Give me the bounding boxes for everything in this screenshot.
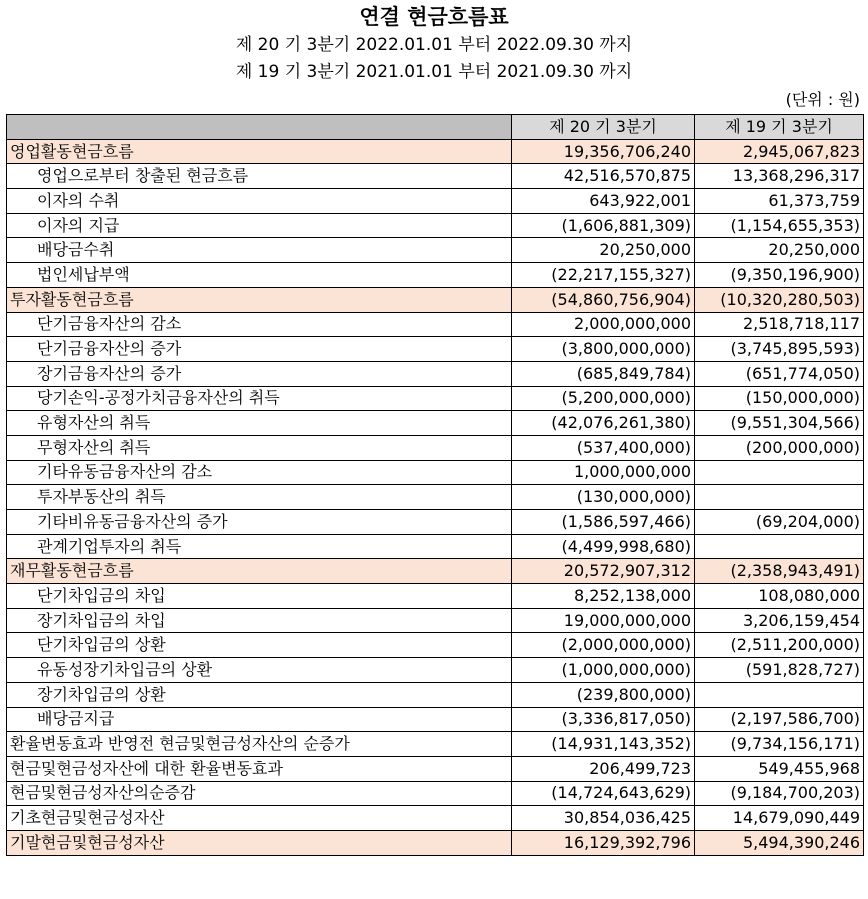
row-current: 206,499,723 [512, 756, 695, 781]
table-row [7, 510, 864, 535]
row-prior: (2,197,586,700) [695, 707, 864, 732]
row-current: (22,217,155,327) [512, 263, 695, 288]
row-prior [695, 682, 864, 707]
table-row [7, 732, 864, 757]
row-current: 42,516,570,875 [512, 164, 695, 189]
unit-label: (단위 : 원) [785, 90, 860, 109]
row-prior: (9,350,196,900) [695, 263, 864, 288]
row-current: (3,336,817,050) [512, 707, 695, 732]
row-prior: (2,358,943,491) [695, 559, 864, 584]
row-prior: 2,945,067,823 [695, 139, 864, 164]
row-label: 단기금융자산의 감소 [7, 312, 512, 337]
row-current: (1,000,000,000) [512, 658, 695, 683]
row-prior: (2,511,200,000) [695, 633, 864, 658]
row-current: (14,931,143,352) [512, 732, 695, 757]
row-label: 이자의 수취 [7, 189, 512, 214]
row-prior: 3,206,159,454 [695, 608, 864, 633]
row-current: 19,000,000,000 [512, 608, 695, 633]
table-row [7, 682, 864, 707]
row-current: (685,849,784) [512, 361, 695, 386]
table-row [7, 386, 864, 411]
row-label: 투자활동현금흐름 [7, 287, 512, 312]
row-label: 당기손익-공정가치금융자산의 취득 [7, 386, 512, 411]
row-prior: 549,455,968 [695, 756, 864, 781]
statement-title: 연결 현금흐름표 [359, 5, 509, 29]
row-label: 장기차입금의 차입 [7, 608, 512, 633]
row-current: 16,129,392,796 [512, 830, 695, 855]
row-prior: (10,320,280,503) [695, 287, 864, 312]
table-row [7, 707, 864, 732]
row-current: (4,499,998,680) [512, 534, 695, 559]
table-row [7, 633, 864, 658]
row-label: 재무활동현금흐름 [7, 559, 512, 584]
row-prior: (3,745,895,593) [695, 337, 864, 362]
row-prior: 108,080,000 [695, 584, 864, 609]
table-row [7, 559, 864, 584]
row-label: 장기금융자산의 증가 [7, 361, 512, 386]
table-row [7, 213, 864, 238]
table-row [7, 608, 864, 633]
row-label: 단기금융자산의 증가 [7, 337, 512, 362]
row-label: 단기차입금의 상환 [7, 633, 512, 658]
row-current: (5,200,000,000) [512, 386, 695, 411]
table-row [7, 139, 864, 164]
row-label: 기말현금및현금성자산 [7, 830, 512, 855]
row-current: (3,800,000,000) [512, 337, 695, 362]
row-current: (54,860,756,904) [512, 287, 695, 312]
table-row [7, 781, 864, 806]
row-label: 투자부동산의 취득 [7, 485, 512, 510]
row-current: 20,572,907,312 [512, 559, 695, 584]
row-prior [695, 485, 864, 510]
row-prior: (651,774,050) [695, 361, 864, 386]
row-prior: (200,000,000) [695, 435, 864, 460]
table-header-row [7, 115, 864, 140]
row-current: (1,586,597,466) [512, 510, 695, 535]
row-current: (130,000,000) [512, 485, 695, 510]
row-current: 30,854,036,425 [512, 806, 695, 831]
table-row [7, 658, 864, 683]
row-prior: (591,828,727) [695, 658, 864, 683]
table-row [7, 806, 864, 831]
table-row [7, 756, 864, 781]
row-label: 영업으로부터 창출된 현금흐름 [7, 164, 512, 189]
table-row [7, 411, 864, 436]
row-label: 현금및현금성자산에 대한 환율변동효과 [7, 756, 512, 781]
row-label: 배당금수취 [7, 238, 512, 263]
row-prior: 61,373,759 [695, 189, 864, 214]
table-row [7, 189, 864, 214]
row-prior: (9,184,700,203) [695, 781, 864, 806]
row-label: 관계기업투자의 취득 [7, 534, 512, 559]
row-current: (1,606,881,309) [512, 213, 695, 238]
row-current: (239,800,000) [512, 682, 695, 707]
row-label: 유형자산의 취득 [7, 411, 512, 436]
header-current-period: 제 20 기 3분기 [512, 115, 695, 140]
row-current: 643,922,001 [512, 189, 695, 214]
row-label: 배당금지급 [7, 707, 512, 732]
row-current: (2,000,000,000) [512, 633, 695, 658]
row-label: 현금및현금성자산의순증감 [7, 781, 512, 806]
row-label: 장기차입금의 상환 [7, 682, 512, 707]
row-prior [695, 460, 864, 485]
period-current: 제 20 기 3분기 2022.01.01 부터 2022.09.30 까지 [235, 35, 633, 55]
row-current: 2,000,000,000 [512, 312, 695, 337]
row-current: 20,250,000 [512, 238, 695, 263]
row-prior: (9,551,304,566) [695, 411, 864, 436]
row-prior: 20,250,000 [695, 238, 864, 263]
row-label: 기초현금및현금성자산 [7, 806, 512, 831]
table-row [7, 164, 864, 189]
row-current: (42,076,261,380) [512, 411, 695, 436]
row-label: 영업활동현금흐름 [7, 139, 512, 164]
row-label: 유동성장기차입금의 상환 [7, 658, 512, 683]
row-prior: 14,679,090,449 [695, 806, 864, 831]
header-prior-period: 제 19 기 3분기 [695, 115, 864, 140]
row-prior: (1,154,655,353) [695, 213, 864, 238]
table-row [7, 238, 864, 263]
table-row [7, 534, 864, 559]
row-label: 단기차입금의 차입 [7, 584, 512, 609]
row-current: (537,400,000) [512, 435, 695, 460]
table-row [7, 312, 864, 337]
row-label: 기타유동금융자산의 감소 [7, 460, 512, 485]
table-row [7, 584, 864, 609]
table-row [7, 361, 864, 386]
table-row [7, 485, 864, 510]
row-label: 환율변동효과 반영전 현금및현금성자산의 순증가 [7, 732, 512, 757]
row-prior: (9,734,156,171) [695, 732, 864, 757]
row-prior: 2,518,718,117 [695, 312, 864, 337]
row-label: 이자의 지급 [7, 213, 512, 238]
cash-flow-table [6, 114, 864, 856]
row-prior [695, 534, 864, 559]
row-current: (14,724,643,629) [512, 781, 695, 806]
row-prior: (69,204,000) [695, 510, 864, 535]
header-item [7, 115, 512, 140]
row-current: 19,356,706,240 [512, 139, 695, 164]
row-prior: 5,494,390,246 [695, 830, 864, 855]
row-label: 법인세납부액 [7, 263, 512, 288]
table-row [7, 830, 864, 855]
row-current: 1,000,000,000 [512, 460, 695, 485]
row-label: 기타비유동금융자산의 증가 [7, 510, 512, 535]
row-label: 무형자산의 취득 [7, 435, 512, 460]
period-prior: 제 19 기 3분기 2021.01.01 부터 2021.09.30 까지 [235, 62, 633, 82]
row-prior: (150,000,000) [695, 386, 864, 411]
row-prior: 13,368,296,317 [695, 164, 864, 189]
table-row [7, 337, 864, 362]
table-row [7, 287, 864, 312]
table-row [7, 460, 864, 485]
table-row [7, 435, 864, 460]
row-current: 8,252,138,000 [512, 584, 695, 609]
table-row [7, 263, 864, 288]
